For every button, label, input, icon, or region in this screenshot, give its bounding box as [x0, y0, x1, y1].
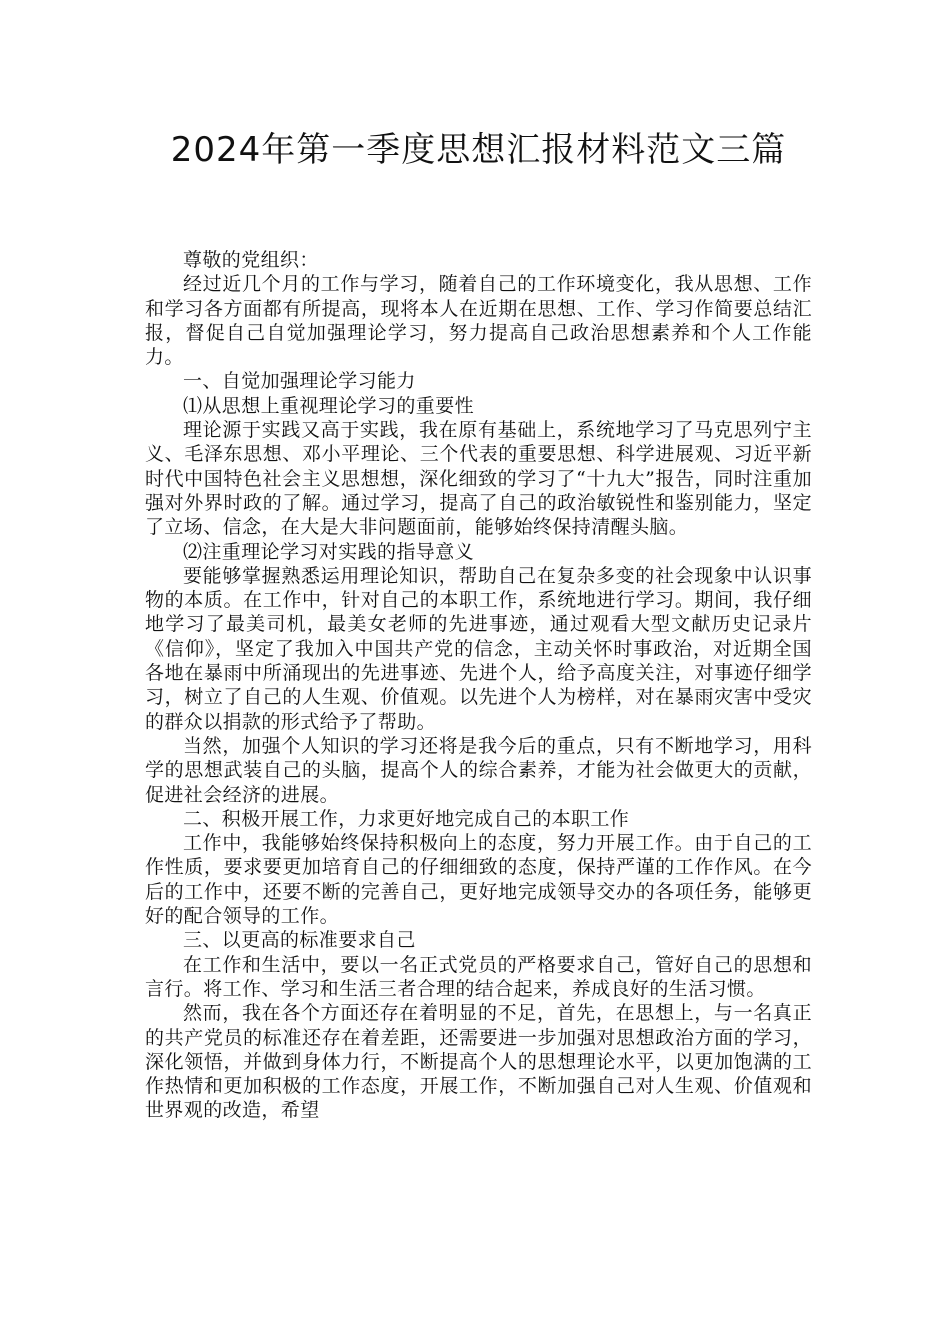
- body-paragraph: 理论源于实践又高于实践，我在原有基础上，系统地学习了马克思列宁主义、毛泽东思想、邓小平理论、三个代表的重要思想、科学进展观、习近平新时代中国特色社会主义思想想，深化细致的学习了“十九大”报告，同时注重加强对外界时政的了解。通过学习，提高了自己的政治敏锐性和鉴别能力，坚定了立场、信念，在大是大非问题面前，能够始终保持清醒头脑。: [145, 419, 812, 539]
- body-paragraph: 要能够掌握熟悉运用理论知识，帮助自己在复杂多变的社会现象中认识事物的本质。在工作中，针对自己的本职工作，系统地进行学习。期间，我仔细地学习了最美司机，最美女老师的先进事迹，通过观看大型文献历史记录片《信仰》，坚定了我加入中国共产党的信念，主动关怀时事政治，对近期全国各地在暴雨中所涌现出的先进事迹、先进个人，给予高度关注，对事迹仔细学习，树立了自己的人生观、价值观。以先进个人为榜样，对在暴雨灾害中受灾的群众以捐款的形式给予了帮助。: [145, 564, 812, 733]
- subsection-heading: ⑵注重理论学习对实践的指导意义: [183, 540, 475, 563]
- section-heading: 一、自觉加强理论学习能力: [183, 370, 416, 393]
- body-paragraph: 经过近几个月的工作与学习，随着自己的工作环境变化，我从思想、工作和学习各方面都有所提高，现将本人在近期在思想、工作、学习作简要总结汇报，督促自己自觉加强理论学习，努力提高自己政治思想素养和个人工作能力。: [145, 273, 812, 369]
- section-heading: 三、以更高的标准要求自己: [183, 929, 416, 952]
- body-paragraph: 当然，加强个人知识的学习还将是我今后的重点，只有不断地学习，用科学的思想武装自己的头脑，提高个人的综合素养，才能为社会做更大的贡献，促进社会经济的进展。: [145, 734, 812, 806]
- body-paragraph: 然而，我在各个方面还存在着明显的不足，首先，在思想上，与一名真正的共产党员的标准还存在着差距，还需要进一步加强对思想政治方面的学习，深化领悟，并做到身体力行，不断提高个人的思想理论水平，以更加饱满的工作热情和更加积极的工作态度，开展工作，不断加强自己对人生观、价值观和世界观的改造，希望: [145, 1002, 812, 1122]
- subsection-heading: ⑴从思想上重视理论学习的重要性: [183, 394, 475, 417]
- body-paragraph: 工作中，我能够始终保持积极向上的态度，努力开展工作。由于自己的工作性质，要求要更加培育自己的仔细细致的态度，保持严谨的工作作风。在今后的工作中，还要不断的完善自己，更好地完成领导交办的各项任务，能够更好的配合领导的工作。: [145, 832, 812, 928]
- document-body: [145, 248, 812, 1123]
- document-title: 2024年第一季度思想汇报材料范文三篇: [170, 130, 787, 170]
- section-heading: 二、积极开展工作，力求更好地完成自己的本职工作: [183, 807, 630, 830]
- body-paragraph: 在工作和生活中，要以一名正式党员的严格要求自己，管好自己的思想和言行。将工作、学习和生活三者合理的结合起来，养成良好的生活习惯。: [145, 953, 812, 1000]
- salutation: 尊敬的党组织：: [183, 249, 319, 271]
